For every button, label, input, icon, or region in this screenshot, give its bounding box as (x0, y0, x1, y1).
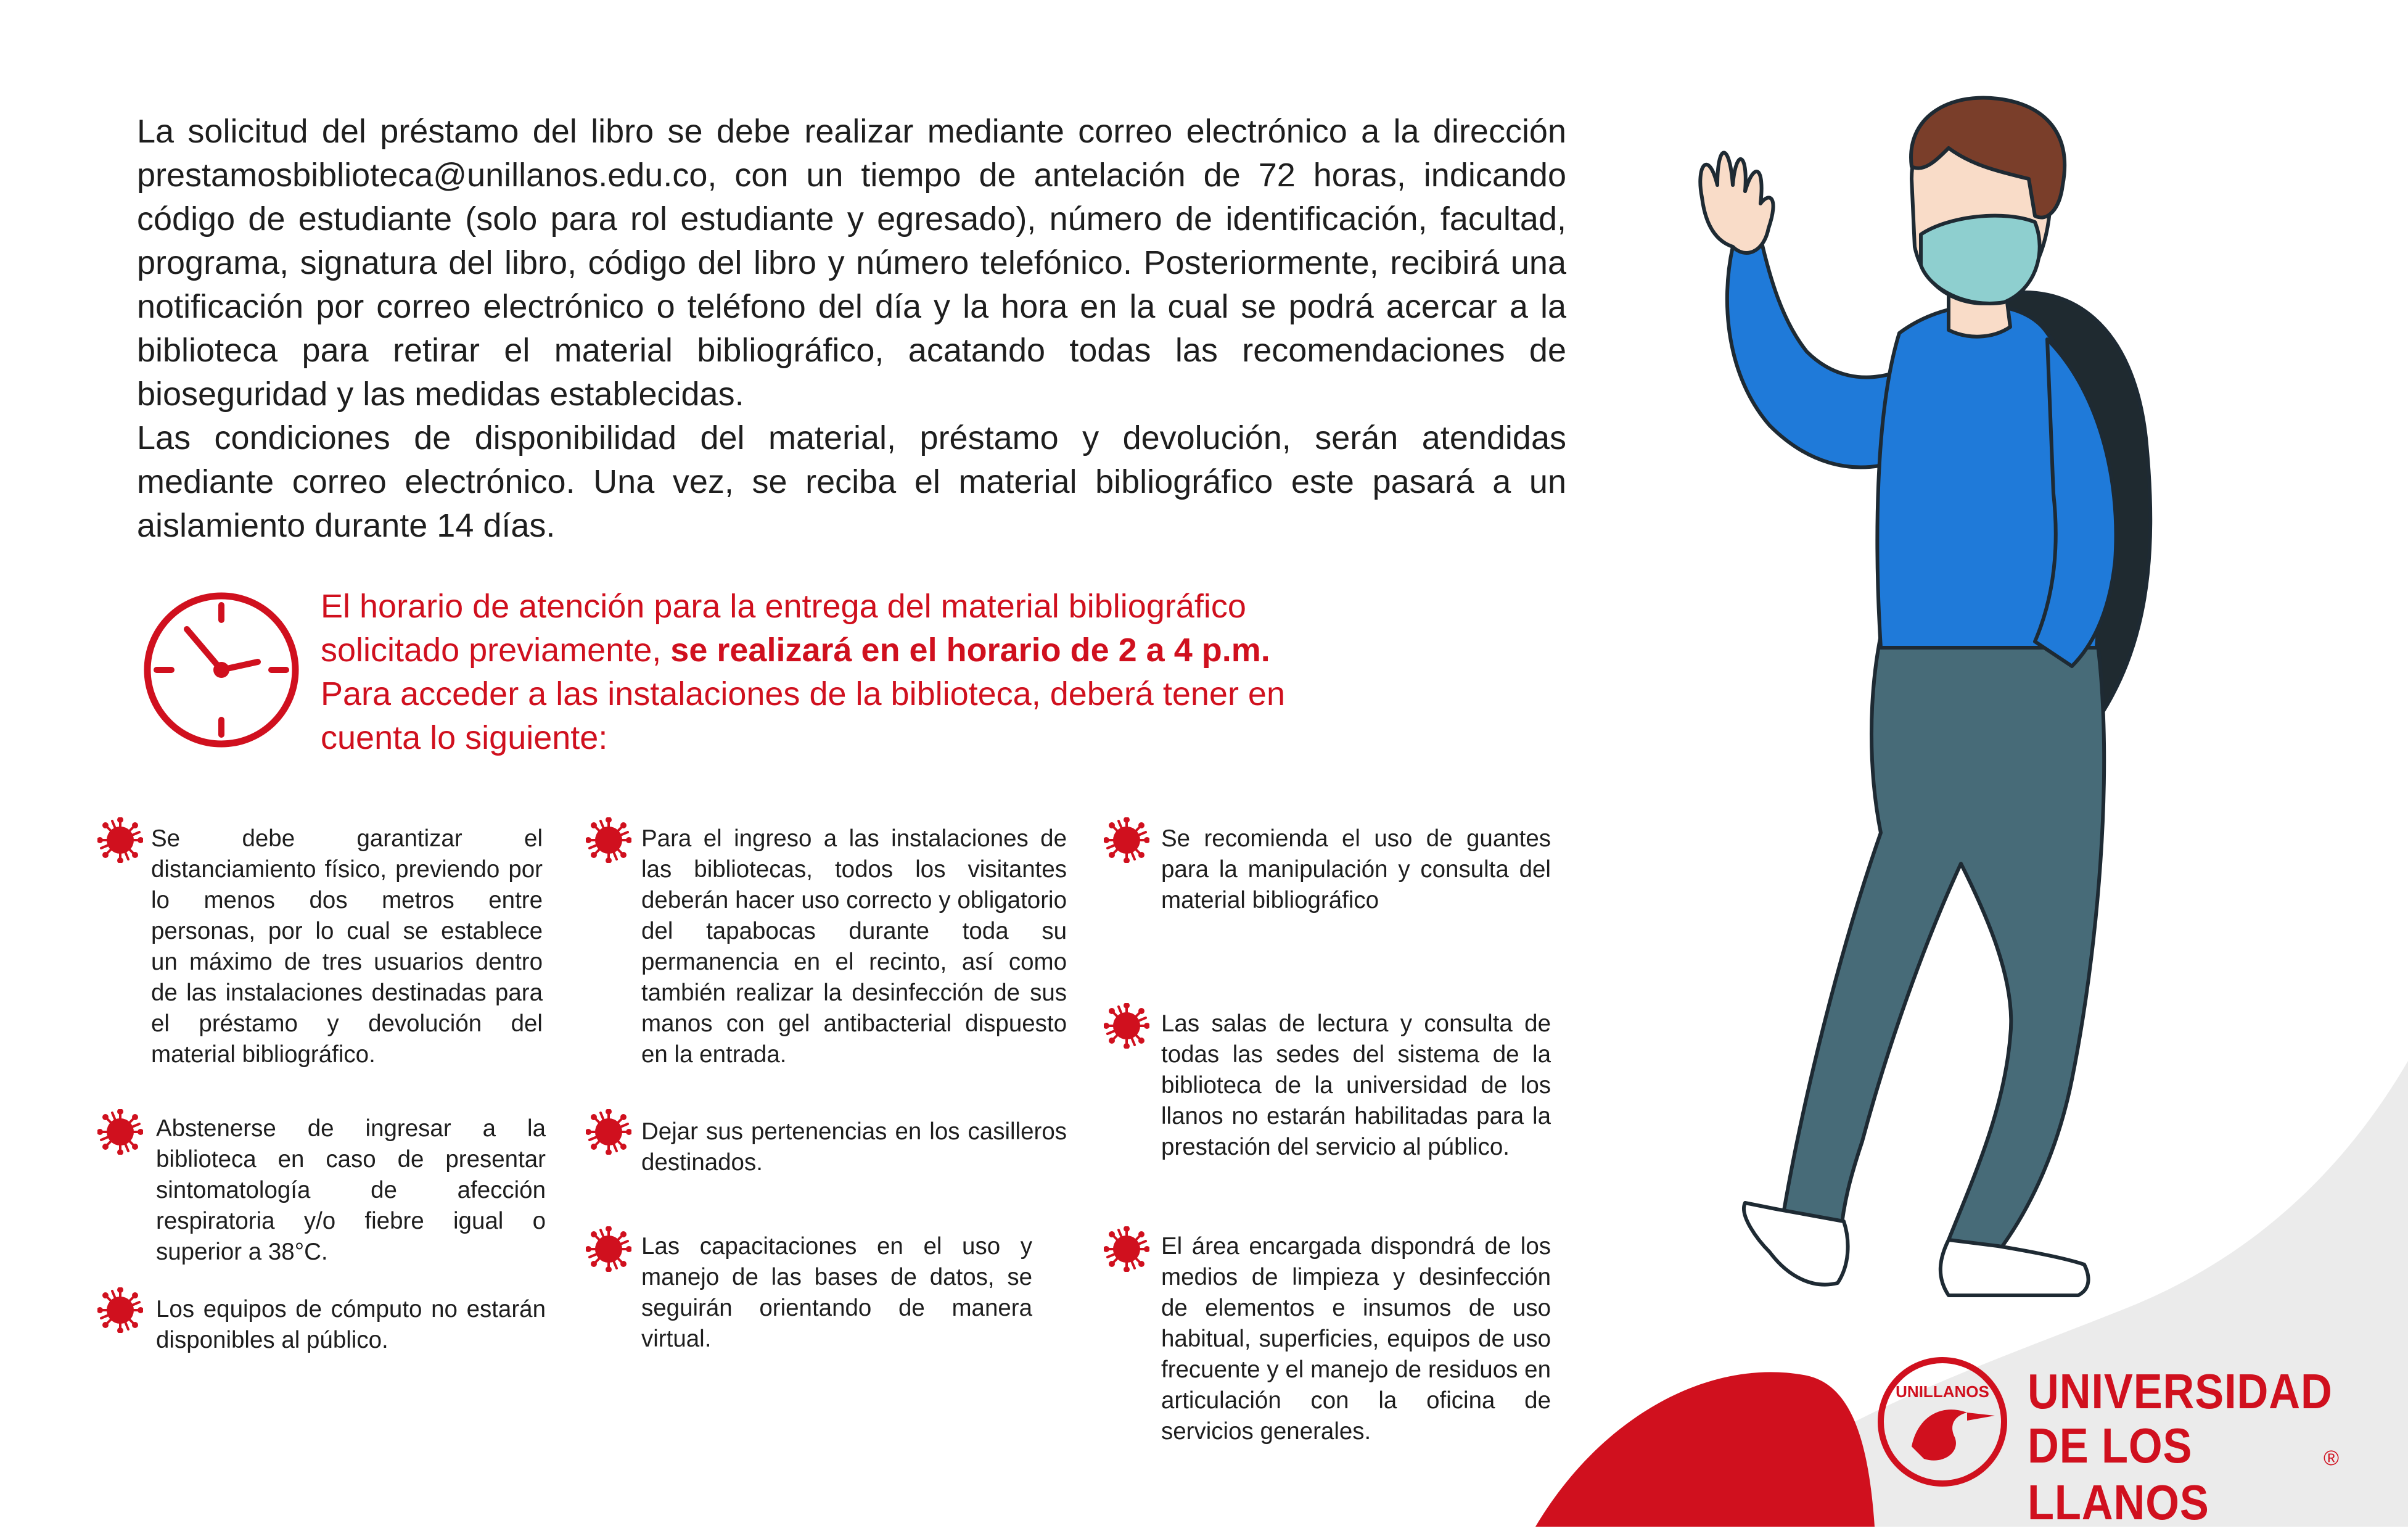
bullet-training: Las capacitaciones en el uso y manejo de las bases de datos, se seguirán orientando de manera virtual. (641, 1233, 1032, 1352)
bullet-mask: Para el ingreso a las instalaciones de las bibliotecas, todos los visitantes deberán hacer uso correcto y obligatorio del tapabocas durante toda su permanencia en el recinto, así como también realizar la desinfección de sus manos con gel antibacterial dispuesto en la entrada. (641, 825, 1067, 1068)
intro-text (137, 110, 1566, 548)
intro-paragraph-1: La solicitud del préstamo del libro se debe realizar mediante correo electrónico a la dirección prestamosbiblioteca@unillanos.edu.co, con un tiempo de antelación de 72 horas, indicando código de estudiante (solo para rol estudiante y egresado), número de identificación, facultad, programa, signatura del libro, código del libro y número telefónico. Posteriormente, recibirá una notificación por correo electrónico o teléfono del día y la hora en la cual se podrá acercar a la biblioteca para retirar el material bibliográfico, acatando todas las recomendaciones de bioseguridad y las medidas establecidas. (137, 113, 1566, 413)
schedule-notice-line-1: El horario de atención para la entrega del material bibliográfico solicitado previamente, se realizará en el horario de 2 a 4 p.m. (321, 588, 1270, 669)
virus-icon (586, 1109, 631, 1155)
student-illustration (1603, 93, 2251, 1363)
bullet-reading-rooms: Las salas de lectura y consulta de todas las sedes del sistema de la biblioteca de la universidad de los llanos no estarán habilitadas para la prestación del servicio al público. (1161, 1010, 1551, 1160)
virus-icon (1104, 1226, 1149, 1272)
bullet-lockers: Dejar sus pertenencias en los casilleros destinados. (641, 1118, 1067, 1176)
virus-icon (1104, 817, 1149, 863)
bullet-cleaning: El área encargada dispondrá de los medios de limpieza y desinfección de elementos e insumos de uso habitual, superficies, equipos de uso frecuente y el manejo de residuos en articulación con la oficina de servicios generales. (1161, 1233, 1551, 1445)
virus-icon (97, 817, 143, 863)
university-name-line-1: UNIVERSIDAD (2028, 1364, 2333, 1419)
virus-icon (586, 1226, 631, 1272)
virus-icon (97, 1287, 143, 1333)
intro-paragraph-2: Las condiciones de disponibilidad del material, préstamo y devolución, serán atendidas mediante correo electrónico. Una vez, se reciba el material bibliográfico este pasará a un aislamiento durante 14 días. (137, 419, 1566, 544)
bullet-computers: Los equipos de cómputo no estarán disponibles al público. (156, 1296, 546, 1353)
hand (1700, 153, 1773, 254)
right-shoe (1941, 1240, 2089, 1295)
bullet-distancing: Se debe garantizar el distanciamiento físico, previendo por lo menos dos metros entre personas, por lo cual se establece un máximo de tres usuarios dentro de las instalaciones destinadas para el préstamo y devolución del material bibliográfico. (151, 825, 543, 1068)
pants (1782, 635, 2104, 1252)
bullet-symptoms: Abstenerse de ingresar a la biblioteca en caso de presentar sintomatología de afección respiratoria y/o fiebre igual o superior a 38°C. (156, 1115, 546, 1265)
bullet-gloves: Se recomienda el uso de guantes para la manipulación y consulta del material bibliográfico (1161, 825, 1551, 914)
raised-arm (1727, 237, 1893, 468)
registered-mark: ® (2324, 1446, 2340, 1470)
virus-icon (97, 1109, 143, 1155)
virus-icon (1104, 1003, 1149, 1049)
unillanos-seal (1875, 1354, 2010, 1490)
schedule-notice (321, 585, 1357, 760)
virus-icon (586, 817, 631, 863)
face-mask (1921, 216, 2040, 303)
seal-text: UNILLANOS (1896, 1382, 1989, 1401)
university-name-line-2: DE LOS LLANOS (2028, 1418, 2209, 1530)
clock-icon (141, 589, 302, 751)
red-wave (1535, 1372, 1875, 1527)
schedule-hours: se realizará en el horario de 2 a 4 p.m. (670, 632, 1270, 669)
schedule-notice-line-2: Para acceder a las instalaciones de la biblioteca, deberá tener en cuenta lo siguiente: (321, 675, 1285, 756)
